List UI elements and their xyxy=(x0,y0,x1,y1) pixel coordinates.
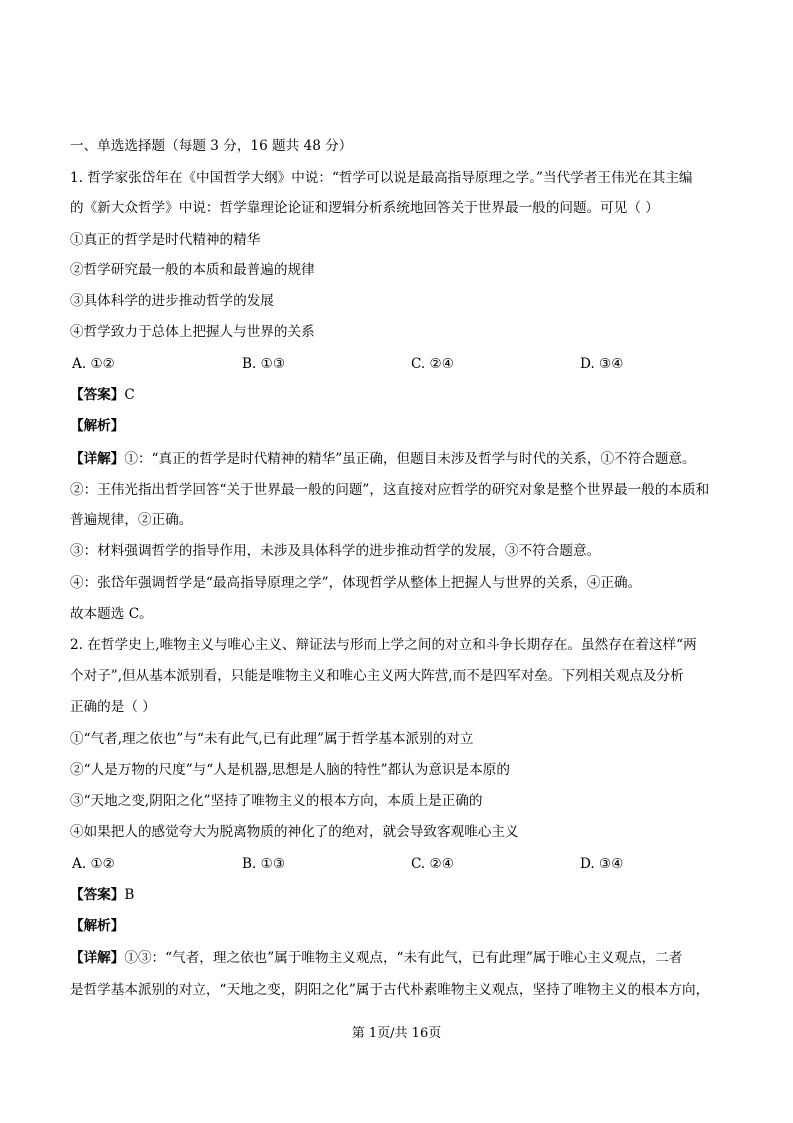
q1-detail-tag: 【详解】 xyxy=(70,451,125,467)
q2-answer-line xyxy=(70,885,134,905)
q1-option-d: D. ③④ xyxy=(580,356,624,372)
q1-detail-line-4: ③：材料强调哲学的指导作用，未涉及具体科学的进步推动哲学的发展，③不符合题意。 xyxy=(70,543,601,559)
q1-conclusion: 故本题选 C。 xyxy=(70,606,153,622)
q1-answer-tag: 【答案】 xyxy=(70,387,125,403)
q2-detail-text-1: ①③：“气者，理之依也”属于唯物主义观点，“未有此气，已有此理”属于唯心主义观点，二者 xyxy=(124,950,683,966)
q2-answer-tag: 【答案】 xyxy=(70,887,125,903)
q2-detail-line-2: 是哲学基本派别的对立，“天地之变，阴阳之化”属于古代朴素唯物主义观点，坚持了唯物主义的根本方向， xyxy=(70,982,710,998)
q1-detail-text-1: ①：“真正的哲学是时代精神的精华”虽正确，但题目未涉及哲学与时代的关系，①不符合题意。 xyxy=(124,451,696,467)
q2-statement-4: ④如果把人的感觉夸大为脱离物质的神化了的绝对，就会导致客观唯心主义 xyxy=(70,824,519,840)
q1-stem-line-2: 的《新大众哲学》中说：哲学靠理论论证和逻辑分析系统地回答关于世界最一般的问题。可见（ ） xyxy=(70,200,659,216)
q1-statement-1: ①真正的哲学是时代精神的精华 xyxy=(70,232,261,248)
q2-statement-2: ②“人是万物的尺度”与“人是机器,思想是人脑的特性”都认为意识是本原的 xyxy=(70,762,510,778)
q1-analysis-tag: 【解析】 xyxy=(70,418,125,434)
q2-option-a: A. ①② xyxy=(72,856,115,872)
q2-stem-line-1: 2. 在哲学史上,唯物主义与唯心主义、辩证法与形而上学之间的对立和斗争长期存在。虽然存在着这样“两 xyxy=(70,637,697,653)
q1-option-b: B. ①③ xyxy=(242,356,286,372)
q2-option-b: B. ①③ xyxy=(242,856,286,872)
q1-analysis-line xyxy=(70,416,124,436)
q2-analysis-line xyxy=(70,916,124,936)
page-footer: 第 1页/共 16页 xyxy=(351,1026,442,1041)
q1-detail-line-3: 普遍规律，②正确。 xyxy=(70,512,193,528)
q2-option-c: C. ②④ xyxy=(411,856,454,872)
q1-detail-line-1 xyxy=(70,449,696,469)
q1-option-c: C. ②④ xyxy=(411,356,454,372)
q2-statement-3: ③“天地之变,阴阳之化”坚持了唯物主义的根本方向，本质上是正确的 xyxy=(70,793,483,809)
q2-detail-line-1 xyxy=(70,948,682,968)
q1-statement-4: ④哲学致力于总体上把握人与世界的关系 xyxy=(70,324,315,340)
q2-option-d: D. ③④ xyxy=(580,856,624,872)
q2-answer-value: B xyxy=(124,887,135,903)
section-header: 一、单选选择题（每题 3 分，16 题共 48 分） xyxy=(70,138,353,154)
q1-stem-line-1: 1. 哲学家张岱年在《中国哲学大纲》中说：“哲学可以说是最高指导原理之学。”当代学者王伟光在其主编 xyxy=(70,170,693,186)
q2-statement-1: ①“气者,理之依也”与“未有此气,已有此理”属于哲学基本派别的对立 xyxy=(70,731,474,747)
q1-answer-line xyxy=(70,385,135,405)
q1-statement-3: ③具体科学的进步推动哲学的发展 xyxy=(70,293,274,309)
q2-stem-line-3: 正确的是（ ） xyxy=(70,699,156,715)
q1-detail-line-2: ②：王伟光指出哲学回答“关于世界最一般的问题”，这直接对应哲学的研究对象是整个世界最一般的本质和 xyxy=(70,482,710,498)
q1-answer-value: C xyxy=(124,387,135,403)
q2-stem-line-2: 个对子”,但从基本派别看，只能是唯物主义和唯心主义两大阵营,而不是四军对垒。下列相关观点及分析 xyxy=(70,668,684,684)
q1-statement-2: ②哲学研究最一般的本质和最普遍的规律 xyxy=(70,262,315,278)
q1-option-a: A. ①② xyxy=(72,356,115,372)
q2-analysis-tag: 【解析】 xyxy=(70,918,125,934)
q1-detail-line-5: ④：张岱年强调哲学是“最高指导原理之学”，体现哲学从整体上把握人与世界的关系，④正确。 xyxy=(70,575,642,591)
q2-detail-tag: 【详解】 xyxy=(70,950,125,966)
